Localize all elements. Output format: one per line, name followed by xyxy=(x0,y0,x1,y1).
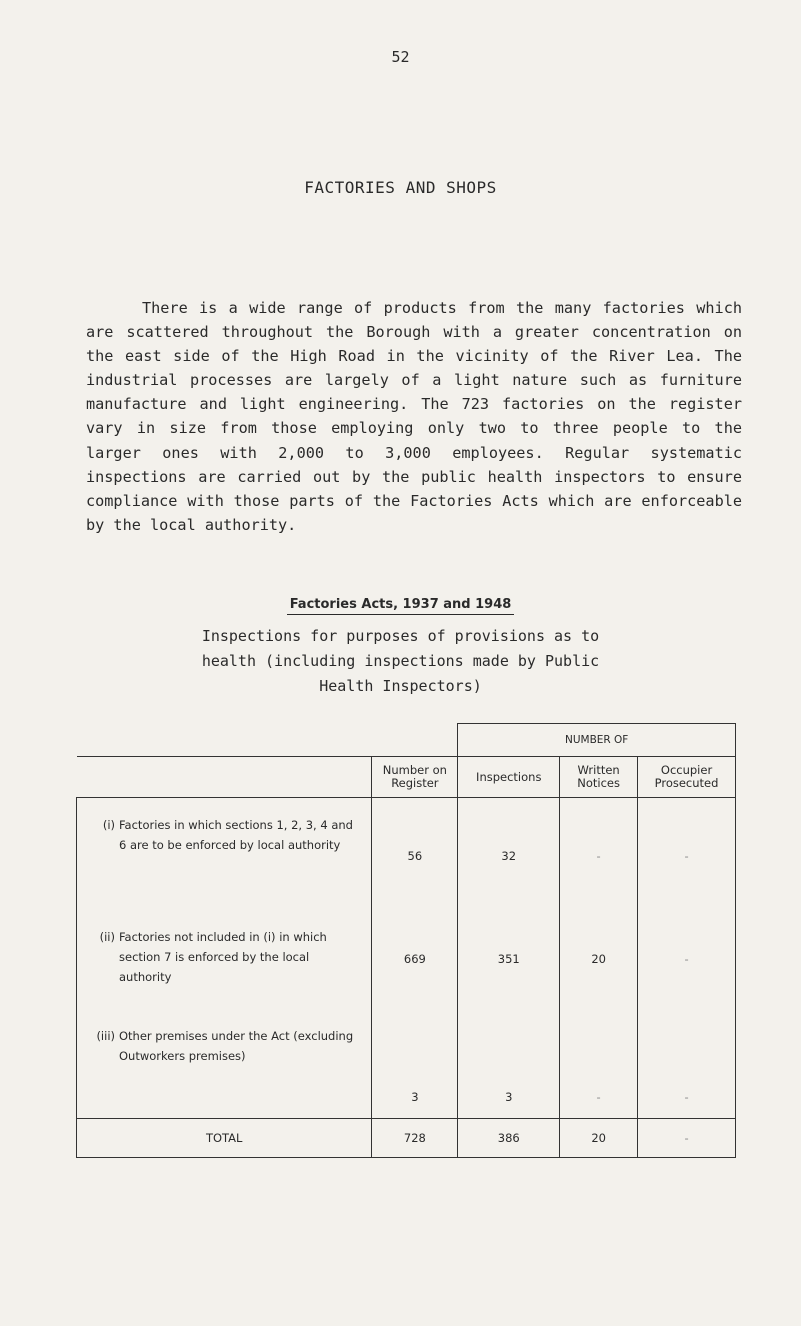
cell-register: 56 xyxy=(372,798,458,915)
row-label: Other premises under the Act (excluding Outworkers premises) xyxy=(119,1029,354,1063)
inspections-table xyxy=(76,723,736,1158)
caption-line: Inspections for purposes of provisions as to xyxy=(201,627,600,645)
row-description xyxy=(77,798,372,915)
column-header-register: Number on Register xyxy=(372,757,458,798)
total-prosecuted: - xyxy=(638,1119,736,1158)
row-description xyxy=(77,1004,372,1119)
cell-inspections: 351 xyxy=(458,914,560,1004)
cell-notices: 20 xyxy=(560,914,638,1004)
cell-prosecuted: - xyxy=(638,914,736,1004)
page-title: FACTORIES AND SHOPS xyxy=(304,178,497,197)
section-subheading xyxy=(0,597,801,612)
total-inspections: 386 xyxy=(458,1119,560,1158)
cell-inspections: 32 xyxy=(458,798,560,915)
column-header-notices: Written Notices xyxy=(560,757,638,798)
cell-notices: - xyxy=(560,798,638,915)
row-number: (ii) xyxy=(99,930,115,944)
row-number: (iii) xyxy=(96,1029,115,1043)
row-label: Factories not included in (i) in which section 7 is enforced by the local authority xyxy=(119,930,327,984)
row-description xyxy=(77,914,372,1004)
column-header-row xyxy=(77,757,736,798)
total-label: TOTAL xyxy=(77,1119,372,1158)
caption-line: health (including inspections made by Public xyxy=(201,652,600,670)
table-row xyxy=(77,798,736,915)
description-column-header xyxy=(77,757,372,798)
cell-notices: - xyxy=(560,1004,638,1119)
intro-paragraph-text: There is a wide range of products from the many factories which are scattered throughout the Borough with a greater concentration on the east side of the High Road in the vicinity of the River Lea. The industrial processes are largely of a light nature such as furniture manufacture and light engineering. The 723 factories on the register vary in size from those employing only two to three people to the larger ones with 2,000 to 3,000 employees. Regular systematic inspections are carried out by the public health inspectors to ensure compliance with those parts of the Factories Acts which are enforceable by the local authority. xyxy=(86,299,742,534)
total-notices: 20 xyxy=(560,1119,638,1158)
total-register: 728 xyxy=(372,1119,458,1158)
total-row xyxy=(77,1119,736,1158)
cell-inspections: 3 xyxy=(458,1004,560,1119)
table-row xyxy=(77,914,736,1004)
page-number: 52 xyxy=(391,48,410,66)
column-header-prosecuted: Occupier Prosecuted xyxy=(638,757,736,798)
cell-register: 3 xyxy=(372,1004,458,1119)
table-row xyxy=(77,1004,736,1119)
intro-paragraph xyxy=(86,296,742,537)
group-header-row xyxy=(77,724,736,757)
subheading-text: Factories Acts, 1937 and 1948 xyxy=(287,597,515,615)
row-label: Factories in which sections 1, 2, 3, 4 and 6 are to be enforced by local authority xyxy=(119,818,353,852)
cell-prosecuted: - xyxy=(638,798,736,915)
column-header-inspections: Inspections xyxy=(458,757,560,798)
number-of-header: NUMBER OF xyxy=(458,724,736,757)
cell-register: 669 xyxy=(372,914,458,1004)
row-number: (i) xyxy=(102,818,115,832)
cell-prosecuted: - xyxy=(638,1004,736,1119)
table-caption xyxy=(0,624,801,699)
caption-line: Health Inspectors) xyxy=(319,677,482,695)
